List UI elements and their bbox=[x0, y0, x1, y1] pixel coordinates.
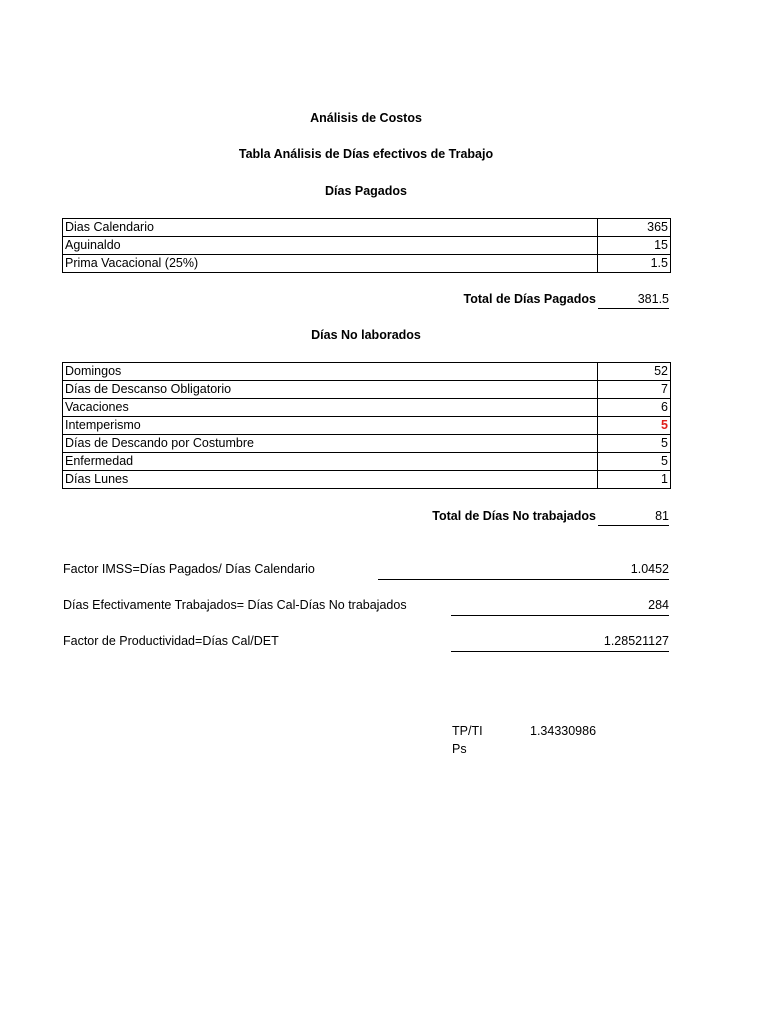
table-row bbox=[63, 399, 671, 417]
row-label: Días de Descando por Costumbre bbox=[63, 435, 598, 453]
row-value: 52 bbox=[598, 363, 671, 381]
row-value: 7 bbox=[598, 381, 671, 399]
tp-ti-label: TP/TI bbox=[452, 724, 483, 738]
unworked-total-value: 81 bbox=[598, 508, 669, 526]
paid-total-label: Total de Días Pagados bbox=[463, 292, 596, 306]
table-row bbox=[63, 381, 671, 399]
table-row bbox=[63, 435, 671, 453]
table-row bbox=[63, 471, 671, 489]
factor-det-label: Días Efectivamente Trabajados= Días Cal-Días No trabajados bbox=[63, 598, 407, 612]
table-row bbox=[63, 417, 671, 435]
row-value: 1.5 bbox=[598, 255, 671, 273]
table-row bbox=[63, 237, 671, 255]
paid-days-heading: Días Pagados bbox=[325, 184, 407, 198]
row-label: Días Lunes bbox=[63, 471, 598, 489]
row-label: Prima Vacacional (25%) bbox=[63, 255, 598, 273]
row-value: 1 bbox=[598, 471, 671, 489]
row-label: Enfermedad bbox=[63, 453, 598, 471]
unworked-days-table bbox=[62, 362, 671, 489]
row-value: 365 bbox=[598, 219, 671, 237]
row-value: 15 bbox=[598, 237, 671, 255]
tp-ti-value: 1.34330986 bbox=[530, 724, 597, 738]
row-label: Domingos bbox=[63, 363, 598, 381]
row-value-highlighted: 5 bbox=[598, 417, 671, 435]
factor-det-value: 284 bbox=[451, 596, 669, 616]
row-value: 5 bbox=[598, 453, 671, 471]
page-title: Análisis de Costos bbox=[310, 111, 422, 125]
paid-total-value: 381.5 bbox=[598, 291, 669, 309]
table-row bbox=[63, 255, 671, 273]
table-row bbox=[63, 453, 671, 471]
unworked-total-label: Total de Días No trabajados bbox=[432, 509, 596, 523]
factor-imss-label: Factor IMSS=Días Pagados/ Días Calendario bbox=[63, 562, 315, 576]
row-label: Dias Calendario bbox=[63, 219, 598, 237]
factor-productividad-label: Factor de Productividad=Días Cal/DET bbox=[63, 634, 279, 648]
row-value: 6 bbox=[598, 399, 671, 417]
table-title: Tabla Análisis de Días efectivos de Trabajo bbox=[238, 147, 494, 161]
row-label: Días de Descanso Obligatorio bbox=[63, 381, 598, 399]
row-label: Aguinaldo bbox=[63, 237, 598, 255]
ps-label: Ps bbox=[452, 742, 467, 756]
row-label: Vacaciones bbox=[63, 399, 598, 417]
table-row bbox=[63, 219, 671, 237]
unworked-days-heading: Días No laborados bbox=[311, 328, 421, 342]
factor-imss-value: 1.0452 bbox=[378, 560, 669, 580]
paid-days-table bbox=[62, 218, 671, 273]
row-value: 5 bbox=[598, 435, 671, 453]
row-label: Intemperismo bbox=[63, 417, 598, 435]
table-row bbox=[63, 363, 671, 381]
factor-productividad-value: 1.28521127 bbox=[451, 632, 669, 652]
